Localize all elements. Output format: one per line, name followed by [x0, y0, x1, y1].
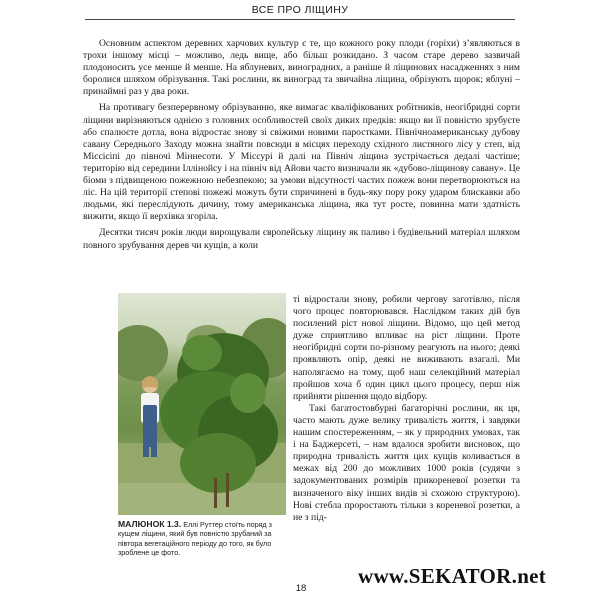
figure-label: МАЛЮНОК 1.3. — [118, 519, 182, 529]
running-header — [0, 0, 600, 22]
page-number: 18 — [295, 583, 307, 594]
paragraph: Десятки тисяч років люди вирощували європейську ліщину як паливо і будівельний матеріал шляхом повного зрубування дерев чи кущів, а коли — [83, 227, 520, 251]
paragraph: ті відростали знову, робили чергову заготівлю, після чого процес повторювався. Наслідком таких дій був посилений ріст нової ліщини. Відомо, що цей метод дуже сприятливо впливає на ріст ліщини. Проте неогібридні сорти по-різному реагують на нього; деякі проявляють опір, деякі не виживають взагалі. Ми наполягаємо на тому, щоб наш селекційний матеріал пройшов хоча б один цикл цього процесу, перш ніж прийняти рішення щодо відбору. — [293, 294, 520, 402]
main-text-block — [83, 38, 520, 252]
header-title: ВСЕ ПРО ЛІЩИНУ — [85, 0, 515, 20]
paragraph: На противагу безперервному обрізуванню, яке вимагає кваліфікованих робітників, неогібридні сорти ліщини вирізняються однією з головних особливостей своїх диких предків: якщо ви її повністю зрубуєте або спалюєте дотла, вона відростає знову зі свіжими новими паростками. Північноамериканську дубову савану Середнього Заходу можна знайти повсюди в місцях переходу східного листяного лісу у степ, від Міссісіпі до півночі Міннесоти. У Міссурі й далі на Північ ліщина зустрічається дедалі частіше; територію від середини Іллінойсу і на північ від Айови часто визначали як «дубово-ліщинову савану». Це біоми з підвищеною пожежною небезпекою; за умови відсутності частих пожеж вони перетворюються на ліс. На цій території степові пожежі можуть бути спричинені в будь-яку пору року ударом блискавки або людьми, які переслідують дичину, тому американська ліщина, яка тут росте, повинна мати здатність вижити, якщо її верхівка згоріла. — [83, 102, 520, 223]
right-column-text — [293, 294, 520, 524]
figure-photo — [118, 293, 286, 515]
paragraph: Такі багатостовбурні багаторічні рослини, як ця, часто мають дуже велику тривалість життя, і завдяки нашим спостереженням, – як у природних умовах, так і на Баджерсеті, – нам вдалося зробити висновок, що природна тривалість життя цих кущів коливається в межах від 200 до можливих 1000 років (судячи з задокументованих розмірів прикореневої розетки та визначеного віку інших видів зі схожою структурою). Нові стебла проростають тільки з кореневої розетки, а не з під- — [293, 402, 520, 523]
watermark-logo: www.SEKATOR.net — [358, 564, 547, 588]
caption-text: Еллі Руттер стоїть поряд з кущем ліщини, який був повністю зрубаний за півтора вегетаційного періоду до того, як було зроблене це фото. — [118, 520, 272, 558]
paragraph: Основним аспектом деревних харчових культур є те, що кожного року плоди (горіхи) з’являються в трохи іншому місці – можливо, ледь вище, або більш розкидано. З часом старе дерево зазвичай плодоносить усе менше й менше. На яблуневих, виноградних, а раніше й ліщинових насадженнях з ним боролися шляхом обрізування. Такі рослини, як виноград та звичайна ліщина, обрізують щорок; яблуні – принаймні раз у два роки. — [83, 38, 520, 98]
figure-caption — [118, 520, 288, 558]
hazel-bush-photo-illustration — [118, 293, 286, 515]
